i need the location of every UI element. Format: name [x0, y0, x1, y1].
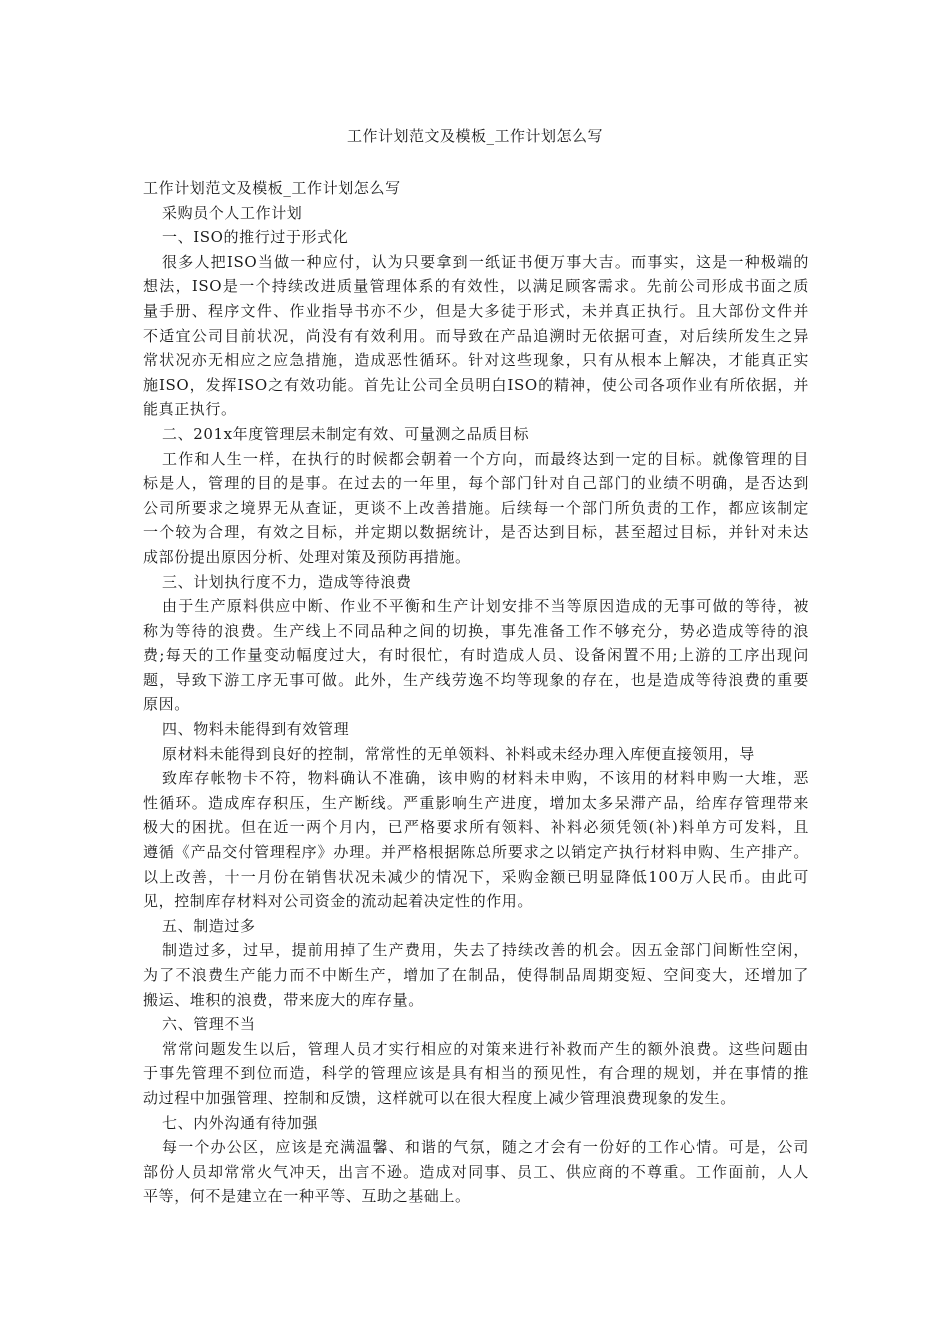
text-line: 很多人把ISO当做一种应付，认为只要拿到一纸证书便万事大吉。而事实，这是一种极端的 — [162, 252, 809, 271]
text-line: 制造过多，过早，提前用掉了生产费用，失去了持续改善的机会。因五金部门间断性空闲， — [162, 941, 809, 960]
text-line: 七、内外沟通有待加强 — [162, 1113, 319, 1132]
text-line: 成部份提出原因分析、处理对策及预防再措施。 — [143, 547, 471, 566]
text-line: 原因。 — [143, 695, 190, 714]
text-line: 工作和人生一样，在执行的时候都会朝着一个方向，而最终达到一定的目标。就像管理的目 — [162, 449, 809, 468]
text-line: 由于生产原料供应中断、作业不平衡和生产计划安排不当等原因造成的无事可做的等待，被 — [162, 597, 809, 616]
text-line: 不适宜公司目前状况，尚没有有效利用。而导致在产品追溯时无依据可查，对后续所发生之异 — [143, 326, 809, 345]
text-line: 性循环。造成库存积压，生产断线。严重影响生产进度，增加太多呆滞产品，给库存管理带来 — [143, 793, 809, 812]
text-line: 以上改善，十一月份在销售状况未减少的情况下，采购金额已明显降低100万人民币。由此可 — [143, 867, 809, 886]
text-line: 搬运、堆积的浪费，带来庞大的库存量。 — [143, 990, 424, 1009]
text-line: 能真正执行。 — [143, 400, 237, 419]
text-line: 题，导致下游工序无事可做。此外，生产线劳逸不均等现象的存在，也是造成等待浪费的重要 — [143, 670, 809, 689]
text-line: 遵循《产品交付管理程序》办理。并严格根据陈总所要求之以销定产执行材料申购、生产排产。 — [143, 843, 809, 862]
text-line: 施ISO，发挥ISO之有效功能。首先让公司全员明白ISO的精神，使公司各项作业有所依据，并 — [143, 375, 809, 394]
text-line: 常常问题发生以后，管理人员才实行相应的对策来进行补救而产生的额外浪费。这些问题由 — [162, 1039, 809, 1058]
text-line: 二、201x年度管理层未制定有效、可量测之品质目标 — [162, 424, 530, 443]
text-line: 称为等待的浪费。生产线上不同品种之间的切换，事先准备工作不够充分，势必造成等待的浪 — [143, 621, 809, 640]
text-line: 为了不浪费生产能力而不中断生产，增加了在制品，使得制品周期变短、空间变大，还增加了 — [143, 966, 809, 984]
document-title: 工作计划范文及模板_工作计划怎么写 — [346, 127, 603, 145]
text-line: 动过程中加强管理、控制和反馈，这样就可以在很大程度上减少管理浪费现象的发生。 — [143, 1088, 736, 1107]
text-line: 工作计划范文及模板_工作计划怎么写 — [143, 179, 401, 197]
text-line: 于事先管理不到位而造，科学的管理应该是具有相当的预见性，有合理的规划，并在事情的推 — [143, 1064, 809, 1083]
text-line: 公司所要求之境界无从查证，更谈不上改善措施。后续每一个部门所负责的工作，都应该制定 — [143, 498, 809, 517]
text-line: 四、物料未能得到有效管理 — [162, 720, 350, 739]
document-body — [143, 176, 809, 1209]
text-line: 三、计划执行度不力，造成等待浪费 — [162, 572, 412, 591]
text-line: 见，控制库存材料对公司资金的流动起着决定性的作用。 — [143, 892, 534, 911]
text-line: 一、ISO的推行过于形式化 — [162, 228, 349, 247]
text-line: 五、制造过多 — [162, 916, 256, 935]
text-line: 六、管理不当 — [162, 1015, 256, 1034]
text-line: 量手册、程序文件、作业指导书亦不少，但是大多徒于形式，未并真正执行。且大部份文件并 — [143, 301, 809, 320]
text-line: 部份人员却常常火气冲天，出言不逊。造成对同事、员工、供应商的不尊重。工作面前，人人 — [143, 1162, 809, 1181]
text-line: 原材料未能得到良好的控制，常常性的无单领料、补料或未经办理入库便直接领用，导 — [162, 744, 755, 763]
text-line: 常状况亦无相应之应急措施，造成恶性循环。针对这些现象，只有从根本上解决，才能真正实 — [143, 351, 809, 370]
text-line: 费;每天的工作量变动幅度过大，有时很忙，有时造成人员、设备闲置不用;上游的工序出现问 — [143, 646, 809, 665]
text-line: 平等，何不是建立在一种平等、互助之基础上。 — [143, 1187, 471, 1206]
text-line: 采购员个人工作计划 — [162, 203, 303, 222]
text-line: 致库存帐物卡不符，物料确认不准确，该申购的材料未申购，不该用的材料申购一大堆，恶 — [162, 769, 809, 788]
text-line: 一个较为合理，有效之目标，并定期以数据统计，是否达到目标，甚至超过目标，并针对未达 — [143, 523, 809, 542]
text-line: 想法，ISO是一个持续改进质量管理体系的有效性，以满足顾客需求。先前公司形成书面之质 — [143, 277, 809, 296]
text-line: 极大的困扰。但在近一两个月内，已严格要求所有领料、补料必须凭领(补)料单方可发料，且 — [143, 818, 809, 837]
text-line: 每一个办公区，应该是充满温馨、和谐的气氛，随之才会有一份好的工作心情。可是，公司 — [162, 1138, 809, 1157]
text-line: 标是人，管理的目的是事。在过去的一年里，每个部门针对自己部门的业绩不明确，是否达到 — [143, 474, 809, 493]
